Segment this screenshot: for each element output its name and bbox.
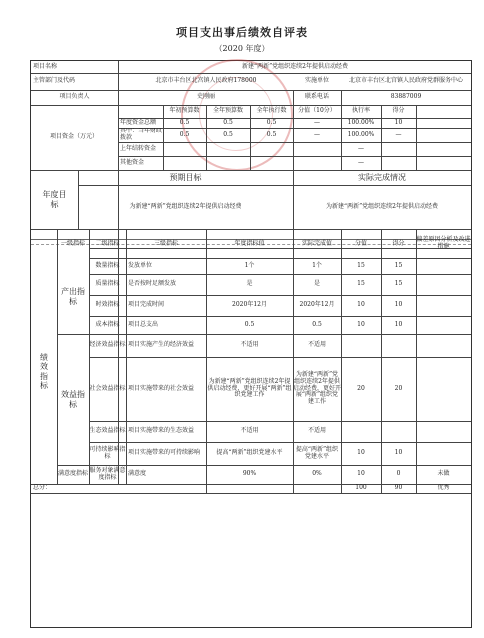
goals-actual-header: 实际完成情况 xyxy=(358,172,406,182)
perf-row-l3: 是否按时足额发放 xyxy=(128,280,177,288)
funds-cell: 100.00% xyxy=(347,130,375,138)
funds-row-label: 其中：当年财政拨款 xyxy=(120,128,163,141)
perf-row-score-val xyxy=(341,421,381,442)
perf-header-note: 偏差原因分析及改进措施 xyxy=(416,236,471,250)
perf-row-l2: 服务对象满意度指标 xyxy=(89,466,126,481)
perf-row-target: 1个 xyxy=(244,262,255,270)
perf-row-l2: 成本指标 xyxy=(95,320,120,328)
impl-value: 北京市丰台区北宫镇人民政府党群服务中心 xyxy=(348,77,463,85)
perf-row-score-val: 15 xyxy=(357,262,365,270)
funds-cell: — xyxy=(358,158,364,166)
perf-header-l1: 一级指标 xyxy=(60,239,85,247)
perf-header-score-value: 分值 xyxy=(354,239,367,247)
output-indicators-label: 产出指标 xyxy=(61,287,85,306)
perf-row-l2: 生态效益指标 xyxy=(89,427,126,435)
perf-row-note xyxy=(416,442,471,465)
funds-header-score: 得分 xyxy=(392,107,405,115)
perf-row-note xyxy=(416,357,471,421)
perf-row-target: 提高“两新”组织党建水平 xyxy=(216,449,283,457)
project-name-label: 项目名称 xyxy=(33,62,58,70)
funds-label: 项目资金（万元） xyxy=(49,133,98,141)
perf-row-l2: 数量指标 xyxy=(95,262,120,270)
perf-row-actual: 不适用 xyxy=(307,427,326,435)
satisfaction-indicators-label: 满意度指标 xyxy=(57,470,88,478)
report-year: （2020 年度） xyxy=(214,44,270,53)
perf-row-target: 0.5 xyxy=(244,320,255,328)
funds-cell: — xyxy=(358,144,364,152)
perf-row-actual: 提高“两新”组织党建水平 xyxy=(295,445,339,460)
perf-row-actual: 0.5 xyxy=(312,320,322,328)
perf-header-l3: 三级指标 xyxy=(153,239,178,247)
dept-label: 主管部门及代码 xyxy=(33,77,76,85)
perf-row-score: 15 xyxy=(394,262,403,270)
dept-value: 北京市丰台区北宫镇人民政府178000 xyxy=(155,77,257,85)
funds-cell: — xyxy=(395,130,402,138)
funds-row-label: 上年结转资金 xyxy=(120,144,157,152)
phone-value: 83887009 xyxy=(390,93,422,101)
total-label: 总分： xyxy=(33,484,52,492)
funds-row-label: 年度资金总额 xyxy=(120,118,157,126)
perf-row-l3: 发放单位 xyxy=(128,262,153,270)
goals-label: 年度目标 xyxy=(42,190,67,209)
perf-row-l2: 经济效益指标 xyxy=(89,341,126,349)
perf-row-score-val: 10 xyxy=(357,320,365,328)
perf-row-score: 10 xyxy=(394,320,403,328)
evaluation-form xyxy=(30,60,472,628)
leader-label: 项目负责人 xyxy=(59,93,90,101)
perf-row-actual: 1个 xyxy=(312,262,322,270)
funds-header-executed: 全年执行数 xyxy=(256,107,287,115)
perf-row-l2: 社会效益指标 xyxy=(89,384,126,392)
perf-row-l3: 项目完成时间 xyxy=(128,301,165,309)
perf-row-score-val xyxy=(341,334,381,357)
perf-row-score xyxy=(381,421,416,442)
perf-row-l3: 项目实施带来的生态效益 xyxy=(128,427,195,435)
perf-row-score-val: 15 xyxy=(357,280,365,288)
perf-row-score-val: 10 xyxy=(357,470,365,478)
goals-expected-header: 预期目标 xyxy=(169,172,202,182)
total-grade: 优秀 xyxy=(437,484,450,492)
perf-row-l2: 时效指标 xyxy=(95,301,120,309)
goals-actual: 为新建“两新”党组织连续2年提供启动经费 xyxy=(326,202,438,210)
perf-row-l2: 可持续影响指标 xyxy=(89,445,126,460)
perf-row-score: 0 xyxy=(396,470,401,478)
perf-row-note xyxy=(416,274,471,295)
perf-row-target: 为新建“两新”党组织连续2年提供启动经费，更好开展“两新”组织党建工作 xyxy=(207,377,292,399)
funds-header-rate: 执行率 xyxy=(351,107,370,115)
perf-header-score: 得分 xyxy=(392,239,405,247)
perf-row-score: 15 xyxy=(394,280,403,288)
perf-header-target: 年度指标值 xyxy=(234,239,265,247)
perf-row-score xyxy=(381,334,416,357)
perf-row-target: 90% xyxy=(242,470,257,478)
funds-row-label: 其他资金 xyxy=(120,158,145,166)
perf-row-l2: 质量指标 xyxy=(95,280,120,288)
perf-side-label: 绩效指标 xyxy=(40,353,48,390)
perf-row-note xyxy=(416,259,471,274)
perf-row-actual: 0% xyxy=(312,470,322,478)
funds-cell: 0.5 xyxy=(223,130,233,138)
goals-expected: 为新建“两新”党组织连续2年提供启动经费 xyxy=(129,202,242,210)
perf-row-l3: 项目实施产生的经济效益 xyxy=(128,341,195,349)
perf-row-actual: 为新建“两新”党组织连续2年提供启动经费，更好开展“两新”组织党建工作 xyxy=(293,370,341,406)
perf-row-note xyxy=(416,316,471,334)
impl-label: 实施单位 xyxy=(304,77,329,85)
perf-header-actual: 实际完成值 xyxy=(301,239,332,247)
funds-header-annual: 全年预算数 xyxy=(212,107,243,115)
perf-row-score: 20 xyxy=(394,384,403,392)
funds-cell: 0.5 xyxy=(179,130,190,138)
perf-row-target: 2020年12月 xyxy=(232,301,267,309)
perf-row-note xyxy=(416,421,471,442)
perf-row-target: 不适用 xyxy=(240,341,259,349)
funds-cell: — xyxy=(314,130,320,138)
perf-row-note xyxy=(416,334,471,357)
total-score-value: 100 xyxy=(355,484,367,492)
perf-row-note xyxy=(416,295,471,316)
funds-cell: 10 xyxy=(394,118,403,126)
perf-row-actual: 是 xyxy=(313,280,320,288)
perf-row-actual: 不适用 xyxy=(307,341,326,349)
perf-row-score: 10 xyxy=(394,301,403,309)
perf-row-score-val: 20 xyxy=(357,384,365,392)
project-name: 新建“两新”党组织连续2年提供启动经费 xyxy=(242,62,348,70)
funds-cell: 0.5 xyxy=(223,118,233,126)
perf-row-score: 10 xyxy=(394,449,403,457)
total-score: 90 xyxy=(394,484,403,492)
funds-cell: 0.5 xyxy=(266,118,277,126)
perf-row-target: 不适用 xyxy=(240,427,259,435)
perf-row-score-val: 10 xyxy=(357,301,365,309)
perf-row-l3: 项目实施带来的可持续影响 xyxy=(128,449,201,457)
perf-row-l3: 项目实施带来的社会效益 xyxy=(128,384,195,392)
benefit-indicators-label: 效益指标 xyxy=(61,390,85,409)
page-title: 项目支出事后绩效自评表 xyxy=(176,26,308,39)
funds-cell: — xyxy=(314,118,320,126)
funds-header-score-value: 分值（10分） xyxy=(298,107,336,115)
perf-row-score-val: 10 xyxy=(357,449,365,457)
funds-cell: 0.5 xyxy=(179,118,190,126)
funds-cell: 0.5 xyxy=(266,130,277,138)
perf-row-note: 未做 xyxy=(437,470,450,478)
phone-label: 联系电话 xyxy=(304,93,329,101)
funds-header-initial: 年初预算数 xyxy=(169,107,200,115)
perf-row-target: 是 xyxy=(246,280,253,288)
leader-value: 史刚丽 xyxy=(196,93,215,101)
perf-row-actual: 2020年12月 xyxy=(299,301,335,309)
funds-cell: 100.00% xyxy=(347,118,375,126)
perf-header-l2: 二级指标 xyxy=(95,239,120,247)
perf-row-l3: 项目总支出 xyxy=(128,320,159,328)
perf-row-l3: 满意度 xyxy=(128,470,147,478)
